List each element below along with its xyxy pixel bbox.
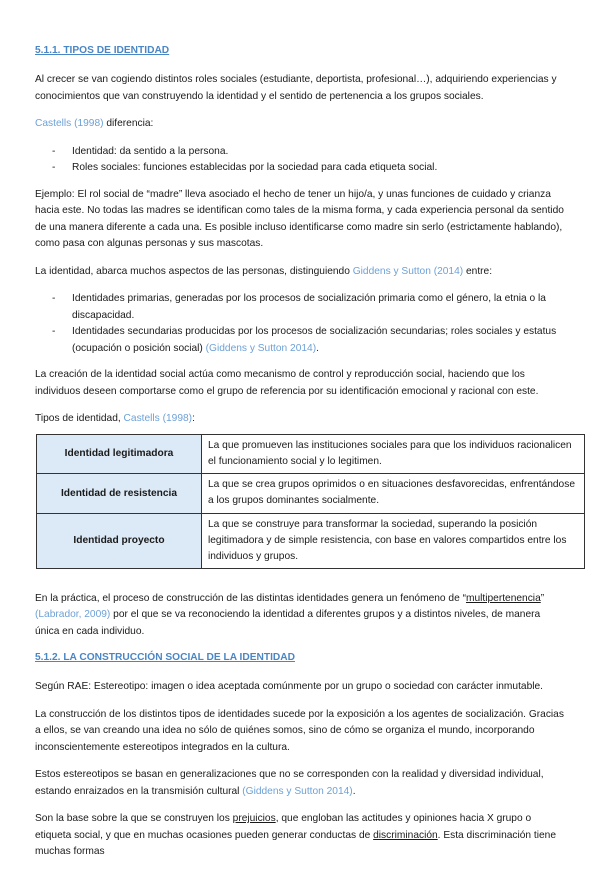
- paragraph-estereotipo-rae: Según RAE: Estereotipo: imagen o idea aceptada comúnmente por un grupo o sociedad con carácter inmutable.: [35, 681, 543, 692]
- list-item: [35, 144, 567, 161]
- paragraph-generalizaciones: [35, 767, 567, 800]
- table-cell-type: Identidad proyecto: [37, 513, 202, 568]
- paragraph-castells-diferencia: [35, 116, 567, 133]
- list-item: [35, 160, 567, 177]
- paragraph-text: En la práctica, el proceso de construcción de las distintas identidades genera un fenómeno de “: [35, 592, 466, 604]
- table-cell-desc: La que se crea grupos oprimidos o en situaciones desfavorecidas, enfrentándose a los grupos dominantes socialmente.: [202, 473, 585, 513]
- section-heading-construccion-social: 5.1.2. LA CONSTRUCCIÓN SOCIAL DE LA IDENTIDAD: [35, 652, 295, 663]
- term-discriminacion: discriminación: [373, 829, 438, 841]
- table-row: [37, 434, 585, 473]
- paragraph-text: por el que se va reconociendo la identidad a diferentes grupos y a distintos niveles, de manera única en cada individuo.: [35, 609, 541, 637]
- table-cell-desc: La que se construye para transformar la sociedad, superando la posición legitimadora y de simple resistencia, con base en valores compartidos entre los individuos y grupos.: [202, 513, 585, 568]
- paragraph-text: :: [192, 413, 195, 424]
- paragraph-ejemplo-madre: Ejemplo: El rol social de “madre” lleva asociado el hecho de tener un hijo/a, y unas funciones de cuidado y crianza hacia este. No todas las madres se identifican como tales de la misma forma, y cada experiencia personal da sentido de una manera diferente a cada una. Es posible incluso identificarse como madre sin serlo (estrictamente hablando), como pasa con algunas personas y sus mascotas.: [35, 188, 564, 249]
- table-cell-desc: La que promueven las instituciones sociales para que los individuos racionalicen el funcionamiento social y lo legitimen.: [202, 434, 585, 473]
- spacer: [35, 569, 567, 591]
- citation-castells: Castells (1998): [35, 118, 104, 129]
- table-cell-type: Identidad legitimadora: [37, 434, 202, 473]
- citation-labrador: (Labrador, 2009): [35, 609, 111, 620]
- list-item-text: Roles sociales: funciones establecidas por la sociedad para cada etiqueta social.: [72, 162, 438, 173]
- paragraph-identidad-social: La creación de la identidad social actúa como mecanismo de control y reproducción social, haciendo que los individuos deseen comportarse como el grupo de referencia por su identificación emocional y racional con este.: [35, 369, 539, 397]
- paragraph-text: entre:: [463, 265, 493, 277]
- list-item-text: .: [316, 342, 319, 354]
- paragraph-text: Son la base sobre la que se construyen los: [35, 813, 233, 824]
- paragraph-text: Estos estereotipos se basan en generalizaciones que no se corresponden con la realidad y diversidad individual, estando enraizados en la transmisión cultural: [35, 769, 544, 797]
- term-prejuicios: prejuicios: [232, 813, 276, 824]
- paragraph-prejuicios: [35, 811, 567, 861]
- paragraph-roles-sociales: Al crecer se van cogiendo distintos roles sociales (estudiante, deportista, profesional…), adquiriendo experiencias y conocimientos que van construyendo la identidad y el sentido de pertenencia a los grupos sociales.: [35, 74, 557, 102]
- dash-bullet: -: [52, 293, 56, 304]
- dash-bullet: -: [52, 326, 56, 337]
- table-row: [37, 513, 585, 568]
- paragraph-multipertenencia: [35, 591, 567, 641]
- paragraph-tipos-identidad: [35, 411, 567, 428]
- list-item: [35, 291, 567, 324]
- citation-giddens-sutton: (Giddens y Sutton 2014): [205, 342, 317, 354]
- table-cell-type: Identidad de resistencia: [37, 473, 202, 513]
- identity-types-table: [36, 434, 585, 569]
- paragraph-text: ”: [540, 592, 545, 604]
- paragraph-text: La identidad, abarca muchos aspectos de las personas, distinguiendo: [35, 265, 353, 277]
- paragraph-identidad-aspectos: [35, 264, 567, 281]
- table-row: [37, 473, 585, 513]
- paragraph-text: . Esta discriminación tiene muchas formas: [35, 829, 557, 857]
- list-item-text: Identidades secundarias producidas por los procesos de socialización secundarias; roles sociales y estatus (ocupación o posición social): [72, 326, 557, 354]
- list-identidad-roles: [35, 144, 567, 177]
- paragraph-text: Tipos de identidad,: [35, 413, 124, 424]
- paragraph-text: .: [352, 785, 356, 797]
- paragraph-text: , que engloban las actitudes y opiniones hacia X grupo o etiqueta social, y que en muchas ocasiones pueden generar conductas de: [35, 813, 532, 841]
- list-item-text: Identidad: da sentido a la persona.: [72, 145, 229, 157]
- citation-castells: Castells (1998): [123, 413, 193, 424]
- paragraph-text: diferencia:: [103, 118, 154, 129]
- list-item-text: Identidades primarias, generadas por los procesos de socialización primaria como el género, la etnia o la discapacidad.: [72, 293, 546, 321]
- section-heading-tipos-identidad: 5.1.1. TIPOS DE IDENTIDAD: [35, 45, 170, 56]
- paragraph-agentes-socializacion: La construcción de los distintos tipos de identidades sucede por la exposición a los agentes de socialización. Gracias a ellos, se van creando una idea no sólo de quiénes somos, sino de cómo se organiza el mundo, incorporando inconscientemente estereotipos integrados en la cultura.: [35, 708, 564, 753]
- citation-giddens-sutton: Giddens y Sutton (2014): [352, 265, 464, 277]
- document-page: [35, 44, 575, 872]
- dash-bullet: -: [52, 162, 56, 173]
- list-identidades: [35, 291, 567, 357]
- term-multipertenencia: multipertenencia: [465, 592, 541, 604]
- list-item: [35, 324, 567, 357]
- citation-giddens-sutton: (Giddens y Sutton 2014): [242, 785, 353, 797]
- dash-bullet: -: [52, 145, 56, 157]
